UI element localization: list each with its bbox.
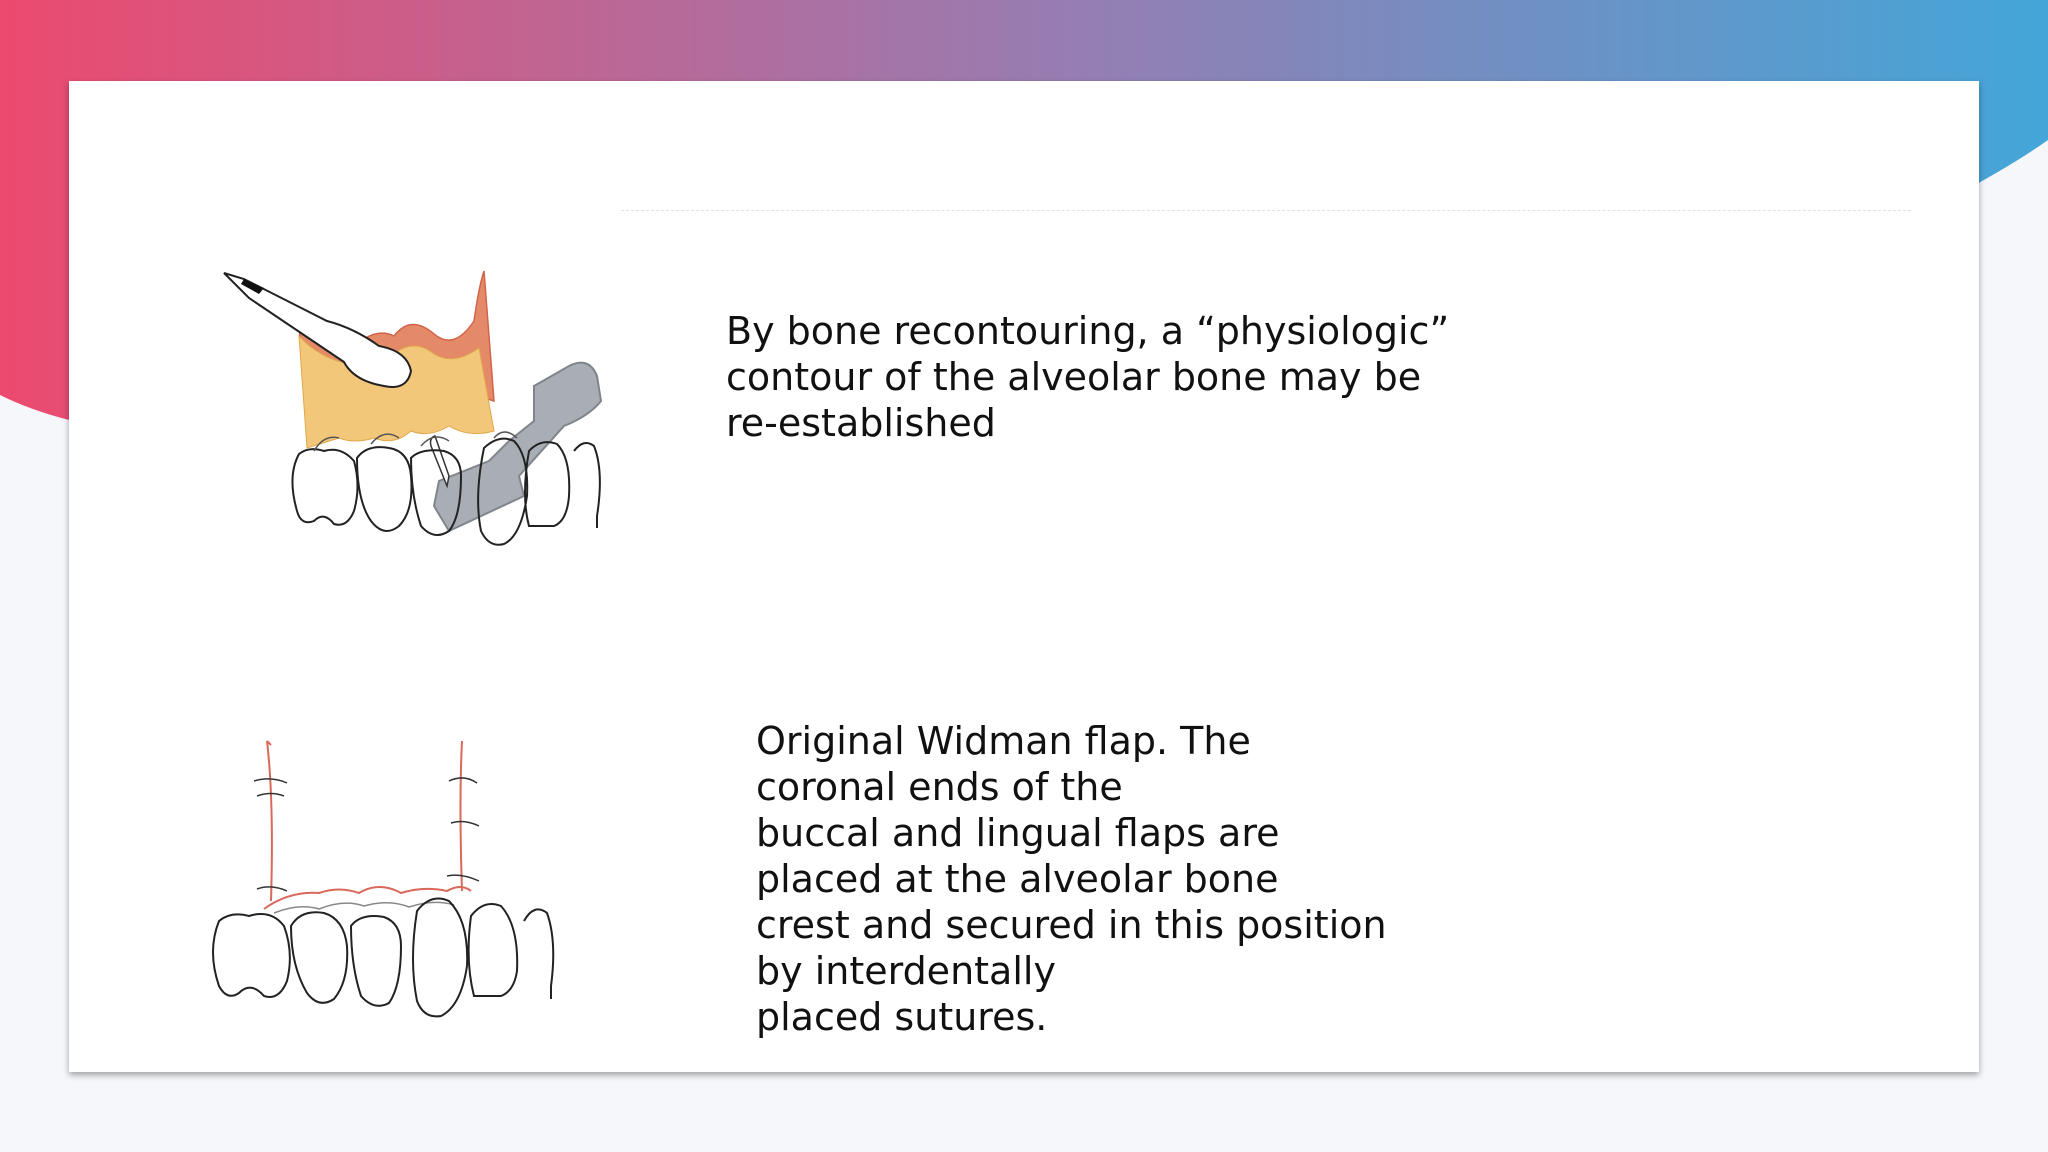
suture-right: [461, 741, 463, 891]
suture-left: [267, 741, 272, 901]
caption-widman-flap: Original Widman flap. The coronal ends of the buccal and lingual flaps are placed at the alveolar bone crest and secured in this position by interdentally placed sutures.: [756, 719, 1387, 1039]
bone-crest: [274, 902, 454, 913]
divider-line: [621, 210, 1911, 211]
bone-recontouring-illustration: [149, 176, 689, 576]
bur: [431, 436, 450, 486]
suture-knots: [254, 778, 479, 891]
caption-bone-recontouring: By bone recontouring, a “physiologic” contour of the alveolar bone may be re-established: [726, 309, 1450, 445]
slide-card: [69, 81, 1979, 1072]
teeth-outline-bottom: [213, 899, 553, 1017]
sutured-flap-illustration: [179, 641, 739, 1041]
